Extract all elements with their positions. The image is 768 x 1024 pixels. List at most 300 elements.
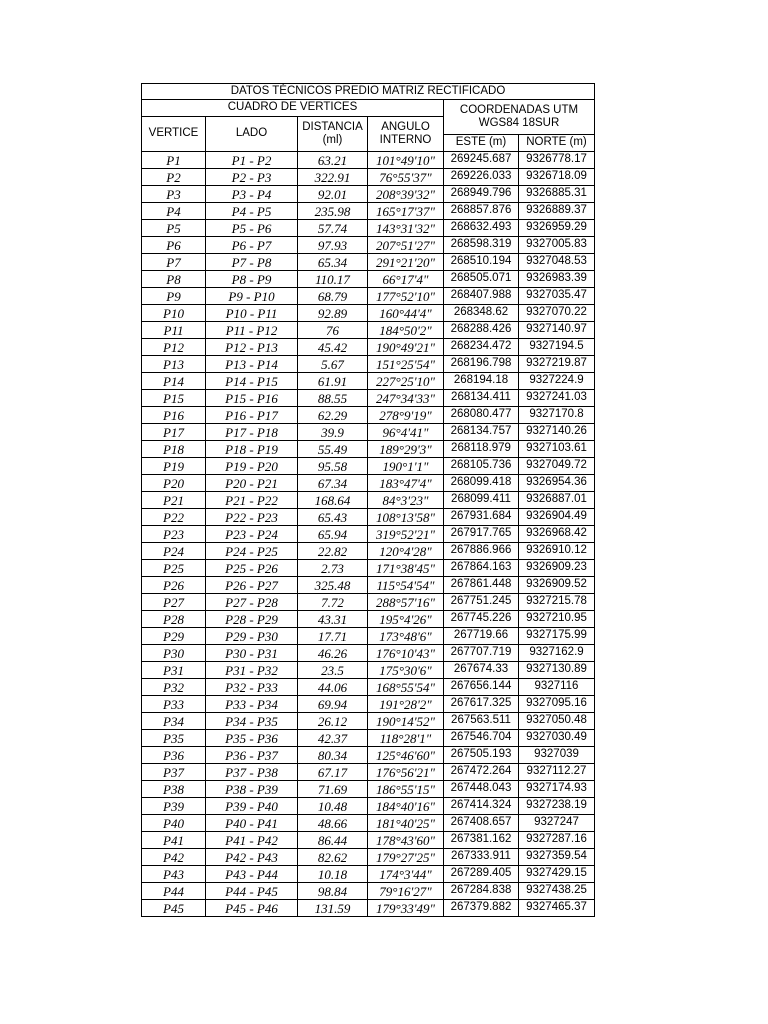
vertex-cell: P10 <box>142 305 206 322</box>
side-cell: P39 - P40 <box>206 798 298 815</box>
north-cell: 9327215.78 <box>519 594 595 611</box>
table-row <box>142 288 595 305</box>
table-row <box>142 781 595 798</box>
north-cell: 9326889.37 <box>519 203 595 220</box>
distance-cell: 46.26 <box>298 645 368 662</box>
distance-cell: 80.34 <box>298 747 368 764</box>
distance-cell: 26.12 <box>298 713 368 730</box>
distance-cell: 65.94 <box>298 526 368 543</box>
side-cell: P19 - P20 <box>206 458 298 475</box>
table-row <box>142 152 595 169</box>
vertices-table <box>141 83 595 917</box>
angle-cell: 143°31'32" <box>368 220 444 237</box>
north-cell: 9327465.37 <box>519 900 595 917</box>
side-cell: P45 - P46 <box>206 900 298 917</box>
distance-cell: 95.58 <box>298 458 368 475</box>
east-cell: 267563.511 <box>444 713 519 730</box>
angle-cell: 191°28'2" <box>368 696 444 713</box>
angle-cell: 291°21'20" <box>368 254 444 271</box>
side-cell: P4 - P5 <box>206 203 298 220</box>
north-cell: 9326968.42 <box>519 526 595 543</box>
table-row <box>142 356 595 373</box>
vertex-cell: P27 <box>142 594 206 611</box>
table-row <box>142 186 595 203</box>
side-cell: P33 - P34 <box>206 696 298 713</box>
north-cell: 9327238.19 <box>519 798 595 815</box>
table-row <box>142 645 595 662</box>
table-row <box>142 900 595 917</box>
side-cell: P22 - P23 <box>206 509 298 526</box>
side-cell: P32 - P33 <box>206 679 298 696</box>
distance-cell: 57.74 <box>298 220 368 237</box>
side-cell: P11 - P12 <box>206 322 298 339</box>
table-row <box>142 475 595 492</box>
vertex-cell: P37 <box>142 764 206 781</box>
side-cell: P44 - P45 <box>206 883 298 900</box>
vertex-cell: P7 <box>142 254 206 271</box>
table-row <box>142 713 595 730</box>
east-cell: 267381.162 <box>444 832 519 849</box>
east-cell: 268632.493 <box>444 220 519 237</box>
distance-cell: 43.31 <box>298 611 368 628</box>
vertex-cell: P1 <box>142 152 206 169</box>
north-cell: 9326959.29 <box>519 220 595 237</box>
table-row <box>142 679 595 696</box>
north-cell: 9327103.61 <box>519 441 595 458</box>
angle-cell: 84°3'23" <box>368 492 444 509</box>
north-cell: 9326909.52 <box>519 577 595 594</box>
vertex-cell: P19 <box>142 458 206 475</box>
vertex-cell: P14 <box>142 373 206 390</box>
side-cell: P34 - P35 <box>206 713 298 730</box>
north-cell: 9327174.93 <box>519 781 595 798</box>
side-cell: P30 - P31 <box>206 645 298 662</box>
table-row <box>142 458 595 475</box>
side-cell: P20 - P21 <box>206 475 298 492</box>
north-cell: 9327359.54 <box>519 849 595 866</box>
east-cell: 268099.418 <box>444 475 519 492</box>
header-vertice: VERTICE <box>142 117 206 152</box>
north-cell: 9327438.25 <box>519 883 595 900</box>
table-row <box>142 883 595 900</box>
vertex-cell: P34 <box>142 713 206 730</box>
distance-cell: 22.82 <box>298 543 368 560</box>
vertex-cell: P2 <box>142 169 206 186</box>
distance-cell: 10.48 <box>298 798 368 815</box>
north-cell: 9326885.31 <box>519 186 595 203</box>
north-cell: 9326954.36 <box>519 475 595 492</box>
east-cell: 267886.966 <box>444 543 519 560</box>
north-cell: 9326718.09 <box>519 169 595 186</box>
vertex-cell: P15 <box>142 390 206 407</box>
east-cell: 267379.882 <box>444 900 519 917</box>
side-cell: P14 - P15 <box>206 373 298 390</box>
side-cell: P15 - P16 <box>206 390 298 407</box>
vertex-cell: P33 <box>142 696 206 713</box>
east-cell: 267745.226 <box>444 611 519 628</box>
east-cell: 267448.043 <box>444 781 519 798</box>
vertex-cell: P11 <box>142 322 206 339</box>
distance-cell: 92.89 <box>298 305 368 322</box>
angle-cell: 181°40'25" <box>368 815 444 832</box>
angle-cell: 79°16'27" <box>368 883 444 900</box>
distance-cell: 69.94 <box>298 696 368 713</box>
vertex-cell: P24 <box>142 543 206 560</box>
east-cell: 268949.796 <box>444 186 519 203</box>
vertex-cell: P43 <box>142 866 206 883</box>
distance-cell: 97.93 <box>298 237 368 254</box>
north-cell: 9327140.26 <box>519 424 595 441</box>
east-cell: 268857.876 <box>444 203 519 220</box>
distance-cell: 42.37 <box>298 730 368 747</box>
vertex-cell: P26 <box>142 577 206 594</box>
north-cell: 9327175.99 <box>519 628 595 645</box>
angle-cell: 178°43'60" <box>368 832 444 849</box>
table-row <box>142 849 595 866</box>
east-cell: 267674.33 <box>444 662 519 679</box>
angle-cell: 115°54'54" <box>368 577 444 594</box>
vertex-cell: P45 <box>142 900 206 917</box>
vertex-cell: P23 <box>142 526 206 543</box>
angle-cell: 118°28'1" <box>368 730 444 747</box>
table-body <box>142 152 595 917</box>
table-row <box>142 798 595 815</box>
table-row <box>142 509 595 526</box>
vertex-cell: P4 <box>142 203 206 220</box>
distance-cell: 168.64 <box>298 492 368 509</box>
north-cell: 9326904.49 <box>519 509 595 526</box>
east-cell: 268118.979 <box>444 441 519 458</box>
north-cell: 9326910.12 <box>519 543 595 560</box>
north-cell: 9327219.87 <box>519 356 595 373</box>
side-cell: P9 - P10 <box>206 288 298 305</box>
angle-cell: 165°17'37" <box>368 203 444 220</box>
side-cell: P24 - P25 <box>206 543 298 560</box>
east-cell: 268407.988 <box>444 288 519 305</box>
vertex-cell: P29 <box>142 628 206 645</box>
distance-cell: 67.34 <box>298 475 368 492</box>
distance-cell: 10.18 <box>298 866 368 883</box>
distance-cell: 110.17 <box>298 271 368 288</box>
distance-cell: 88.55 <box>298 390 368 407</box>
vertex-cell: P20 <box>142 475 206 492</box>
vertex-cell: P44 <box>142 883 206 900</box>
angle-cell: 247°34'33" <box>368 390 444 407</box>
side-cell: P5 - P6 <box>206 220 298 237</box>
vertex-cell: P21 <box>142 492 206 509</box>
distance-cell: 325.48 <box>298 577 368 594</box>
east-cell: 267408.657 <box>444 815 519 832</box>
angle-cell: 101°49'10" <box>368 152 444 169</box>
angle-cell: 168°55'54" <box>368 679 444 696</box>
east-cell: 267917.765 <box>444 526 519 543</box>
side-cell: P6 - P7 <box>206 237 298 254</box>
angle-cell: 176°56'21" <box>368 764 444 781</box>
table-row <box>142 866 595 883</box>
east-cell: 268505.071 <box>444 271 519 288</box>
table-row <box>142 815 595 832</box>
angle-cell: 288°57'16" <box>368 594 444 611</box>
angle-cell: 173°48'6" <box>368 628 444 645</box>
table-row <box>142 390 595 407</box>
distance-cell: 62.29 <box>298 407 368 424</box>
side-cell: P1 - P2 <box>206 152 298 169</box>
distance-cell: 86.44 <box>298 832 368 849</box>
side-cell: P43 - P44 <box>206 866 298 883</box>
east-cell: 267617.325 <box>444 696 519 713</box>
distance-cell: 131.59 <box>298 900 368 917</box>
north-cell: 9327005.83 <box>519 237 595 254</box>
vertex-cell: P18 <box>142 441 206 458</box>
angle-cell: 179°33'49" <box>368 900 444 917</box>
vertex-cell: P30 <box>142 645 206 662</box>
east-cell: 267546.704 <box>444 730 519 747</box>
angle-cell: 195°4'26" <box>368 611 444 628</box>
side-cell: P35 - P36 <box>206 730 298 747</box>
table-row <box>142 305 595 322</box>
vertex-cell: P6 <box>142 237 206 254</box>
table-row <box>142 560 595 577</box>
east-cell: 268510.194 <box>444 254 519 271</box>
table-row <box>142 271 595 288</box>
north-cell: 9327070.22 <box>519 305 595 322</box>
vertex-cell: P25 <box>142 560 206 577</box>
distance-cell: 63.21 <box>298 152 368 169</box>
distance-cell: 67.17 <box>298 764 368 781</box>
table-row <box>142 730 595 747</box>
vertex-cell: P28 <box>142 611 206 628</box>
distance-cell: 48.66 <box>298 815 368 832</box>
angle-cell: 66°17'4" <box>368 271 444 288</box>
table-row <box>142 594 595 611</box>
side-cell: P7 - P8 <box>206 254 298 271</box>
distance-cell: 45.42 <box>298 339 368 356</box>
east-cell: 268105.736 <box>444 458 519 475</box>
north-cell: 9327140.97 <box>519 322 595 339</box>
east-cell: 268134.411 <box>444 390 519 407</box>
side-cell: P37 - P38 <box>206 764 298 781</box>
angle-cell: 184°40'16" <box>368 798 444 815</box>
side-cell: P8 - P9 <box>206 271 298 288</box>
east-cell: 267707.719 <box>444 645 519 662</box>
north-cell: 9327162.9 <box>519 645 595 662</box>
east-cell: 268598.319 <box>444 237 519 254</box>
angle-cell: 177°52'10" <box>368 288 444 305</box>
table-row <box>142 220 595 237</box>
table-row <box>142 543 595 560</box>
east-cell: 267656.144 <box>444 679 519 696</box>
side-cell: P27 - P28 <box>206 594 298 611</box>
east-cell: 267751.245 <box>444 594 519 611</box>
vertex-cell: P16 <box>142 407 206 424</box>
distance-cell: 61.91 <box>298 373 368 390</box>
side-cell: P38 - P39 <box>206 781 298 798</box>
distance-cell: 76 <box>298 322 368 339</box>
header-distancia: DISTANCIA (ml) <box>298 117 368 152</box>
east-cell: 268080.477 <box>444 407 519 424</box>
north-cell: 9327050.48 <box>519 713 595 730</box>
distance-cell: 82.62 <box>298 849 368 866</box>
table-row <box>142 696 595 713</box>
vertex-cell: P5 <box>142 220 206 237</box>
north-cell: 9327224.9 <box>519 373 595 390</box>
angle-cell: 190°14'52" <box>368 713 444 730</box>
angle-cell: 151°25'54" <box>368 356 444 373</box>
east-cell: 267861.448 <box>444 577 519 594</box>
table-row <box>142 322 595 339</box>
vertex-cell: P32 <box>142 679 206 696</box>
north-cell: 9327116 <box>519 679 595 696</box>
angle-cell: 125°46'60" <box>368 747 444 764</box>
east-cell: 267864.163 <box>444 560 519 577</box>
distance-cell: 235.98 <box>298 203 368 220</box>
east-cell: 269226.033 <box>444 169 519 186</box>
table-row <box>142 764 595 781</box>
vertex-cell: P38 <box>142 781 206 798</box>
side-cell: P12 - P13 <box>206 339 298 356</box>
east-cell: 268348.62 <box>444 305 519 322</box>
table-row <box>142 203 595 220</box>
distance-cell: 7.72 <box>298 594 368 611</box>
vertex-cell: P35 <box>142 730 206 747</box>
vertex-cell: P22 <box>142 509 206 526</box>
angle-cell: 171°38'45" <box>368 560 444 577</box>
north-cell: 9327247 <box>519 815 595 832</box>
table-row <box>142 339 595 356</box>
vertex-cell: P13 <box>142 356 206 373</box>
side-cell: P10 - P11 <box>206 305 298 322</box>
table-row <box>142 577 595 594</box>
table-row <box>142 373 595 390</box>
vertex-cell: P36 <box>142 747 206 764</box>
angle-cell: 189°29'3" <box>368 441 444 458</box>
table-row <box>142 254 595 271</box>
table-row <box>142 832 595 849</box>
angle-cell: 108°13'58" <box>368 509 444 526</box>
vertex-cell: P8 <box>142 271 206 288</box>
distance-cell: 23.5 <box>298 662 368 679</box>
north-cell: 9327429.15 <box>519 866 595 883</box>
east-cell: 268099.411 <box>444 492 519 509</box>
table-subtitle: CUADRO DE VERTICES <box>142 100 444 117</box>
vertex-cell: P12 <box>142 339 206 356</box>
north-cell: 9327039 <box>519 747 595 764</box>
side-cell: P17 - P18 <box>206 424 298 441</box>
distance-cell: 55.49 <box>298 441 368 458</box>
east-cell: 268288.426 <box>444 322 519 339</box>
north-cell: 9326778.17 <box>519 152 595 169</box>
side-cell: P18 - P19 <box>206 441 298 458</box>
vertex-cell: P42 <box>142 849 206 866</box>
north-cell: 9327241.03 <box>519 390 595 407</box>
angle-cell: 76°55'37" <box>368 169 444 186</box>
side-cell: P42 - P43 <box>206 849 298 866</box>
north-cell: 9327112.27 <box>519 764 595 781</box>
angle-cell: 190°49'21" <box>368 339 444 356</box>
north-cell: 9326983.39 <box>519 271 595 288</box>
distance-cell: 65.43 <box>298 509 368 526</box>
distance-cell: 92.01 <box>298 186 368 203</box>
side-cell: P29 - P30 <box>206 628 298 645</box>
header-este: ESTE (m) <box>444 135 519 152</box>
distance-cell: 68.79 <box>298 288 368 305</box>
east-cell: 268234.472 <box>444 339 519 356</box>
distance-cell: 98.84 <box>298 883 368 900</box>
side-cell: P40 - P41 <box>206 815 298 832</box>
east-cell: 267284.838 <box>444 883 519 900</box>
north-cell: 9326887.01 <box>519 492 595 509</box>
east-cell: 268196.798 <box>444 356 519 373</box>
angle-cell: 207°51'27" <box>368 237 444 254</box>
vertex-cell: P39 <box>142 798 206 815</box>
east-cell: 267414.324 <box>444 798 519 815</box>
vertex-cell: P9 <box>142 288 206 305</box>
table-row <box>142 424 595 441</box>
side-cell: P36 - P37 <box>206 747 298 764</box>
angle-cell: 174°3'44" <box>368 866 444 883</box>
north-cell: 9327210.95 <box>519 611 595 628</box>
east-cell: 267505.193 <box>444 747 519 764</box>
distance-cell: 65.34 <box>298 254 368 271</box>
table-row <box>142 611 595 628</box>
angle-cell: 120°4'28" <box>368 543 444 560</box>
north-cell: 9326909.23 <box>519 560 595 577</box>
side-cell: P25 - P26 <box>206 560 298 577</box>
vertex-cell: P40 <box>142 815 206 832</box>
east-cell: 267333.911 <box>444 849 519 866</box>
vertex-cell: P31 <box>142 662 206 679</box>
distance-cell: 39.9 <box>298 424 368 441</box>
header-norte: NORTE (m) <box>519 135 595 152</box>
north-cell: 9327048.53 <box>519 254 595 271</box>
table-row <box>142 407 595 424</box>
angle-cell: 190°1'1" <box>368 458 444 475</box>
east-cell: 269245.687 <box>444 152 519 169</box>
side-cell: P41 - P42 <box>206 832 298 849</box>
angle-cell: 179°27'25" <box>368 849 444 866</box>
distance-cell: 5.67 <box>298 356 368 373</box>
east-cell: 267289.405 <box>444 866 519 883</box>
table-row <box>142 492 595 509</box>
east-cell: 268194.18 <box>444 373 519 390</box>
vertex-cell: P3 <box>142 186 206 203</box>
north-cell: 9327035.47 <box>519 288 595 305</box>
side-cell: P16 - P17 <box>206 407 298 424</box>
east-cell: 268134.757 <box>444 424 519 441</box>
table-title: DATOS TÉCNICOS PREDIO MATRIZ RECTIFICADO <box>142 84 595 100</box>
table-row <box>142 526 595 543</box>
north-cell: 9327049.72 <box>519 458 595 475</box>
table-row <box>142 237 595 254</box>
distance-cell: 71.69 <box>298 781 368 798</box>
angle-cell: 160°44'4" <box>368 305 444 322</box>
distance-cell: 17.71 <box>298 628 368 645</box>
north-cell: 9327030.49 <box>519 730 595 747</box>
side-cell: P23 - P24 <box>206 526 298 543</box>
north-cell: 9327287.16 <box>519 832 595 849</box>
angle-cell: 227°25'10" <box>368 373 444 390</box>
angle-cell: 96°4'41" <box>368 424 444 441</box>
north-cell: 9327130.89 <box>519 662 595 679</box>
table-row <box>142 628 595 645</box>
side-cell: P2 - P3 <box>206 169 298 186</box>
angle-cell: 176°10'43" <box>368 645 444 662</box>
east-cell: 267472.264 <box>444 764 519 781</box>
side-cell: P26 - P27 <box>206 577 298 594</box>
side-cell: P28 - P29 <box>206 611 298 628</box>
side-cell: P3 - P4 <box>206 186 298 203</box>
distance-cell: 2.73 <box>298 560 368 577</box>
